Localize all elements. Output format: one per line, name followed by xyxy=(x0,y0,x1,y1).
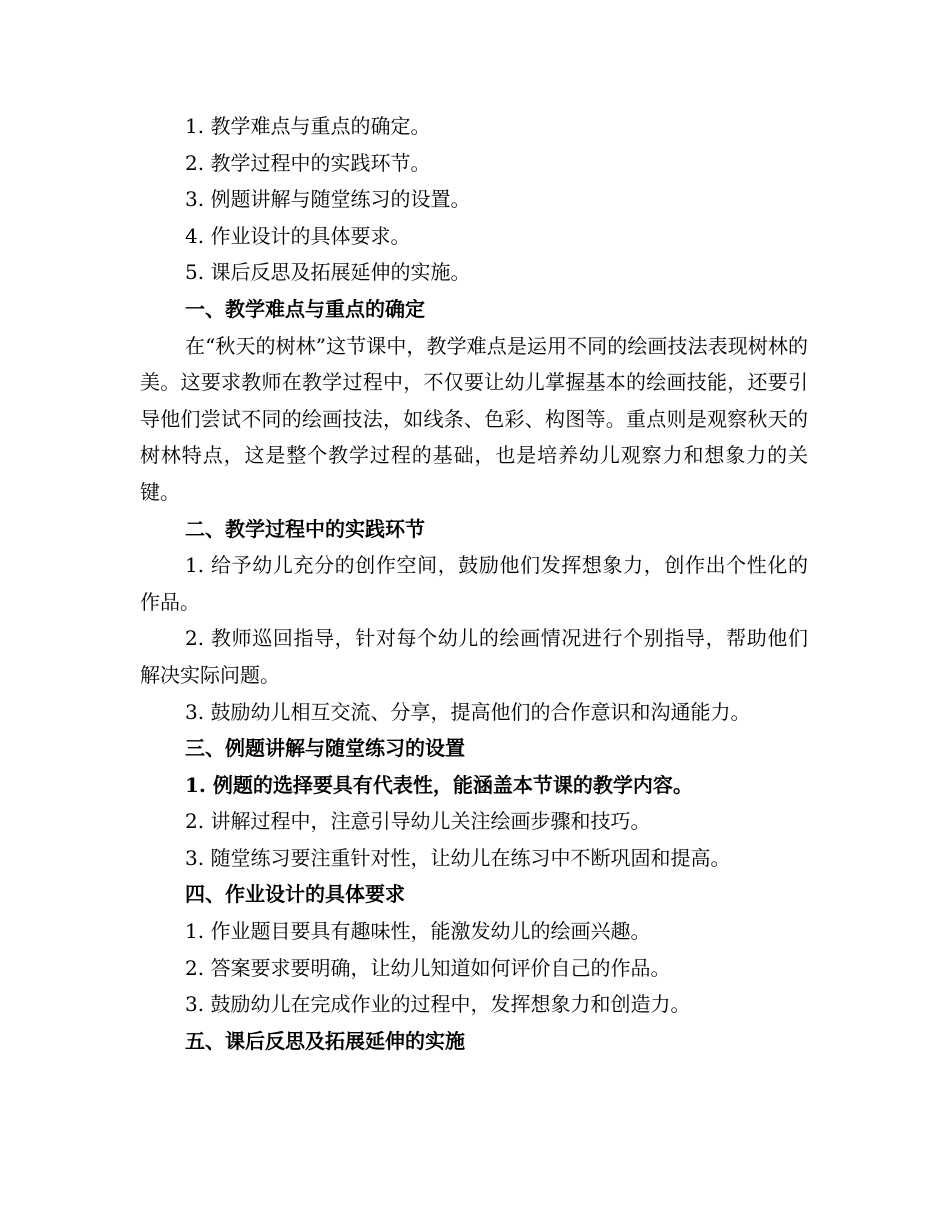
section-2-item-2: 2. 教师巡回指导，针对每个幼儿的绘画情况进行个别指导，帮助他们解决实际问题。 xyxy=(140,626,808,687)
section-2-heading: 二、教学过程中的实践环节 xyxy=(185,516,425,541)
section-3-item-2: 2. 讲解过程中，注意引导幼儿关注绘画步骤和技巧。 xyxy=(185,809,651,834)
section-4-heading: 四、作业设计的具体要求 xyxy=(185,882,405,907)
section-1-paragraph: 在“秋天的树林”这节课中，教学难点是运用不同的绘画技法表现树林的美。这要求教师在教学过程中，不仅要让幼儿掌握基本的绘画技能，还要引导他们尝试不同的绘画技法，如线条、色彩、构图等。重点则是观察秋天的树林特点，这是整个教学过程的基础，也是培养幼儿观察力和想象力的关键。 xyxy=(140,333,808,504)
section-4-item-3: 3. 鼓励幼儿在完成作业的过程中，发挥想象力和创造力。 xyxy=(185,992,691,1017)
document-body xyxy=(140,108,808,1059)
outline-item-2: 2. 教学过程中的实践环节。 xyxy=(185,150,431,175)
section-4-item-1: 1. 作业题目要具有趣味性，能激发幼儿的绘画兴趣。 xyxy=(185,919,651,944)
section-2-item-1: 1. 给予幼儿充分的创作空间，鼓励他们发挥想象力，创作出个性化的作品。 xyxy=(140,553,808,614)
section-4-item-2: 2. 答案要求要明确，让幼儿知道如何评价自己的作品。 xyxy=(185,955,671,980)
outline-item-4: 4. 作业设计的具体要求。 xyxy=(185,223,411,248)
section-2-item-3: 3. 鼓励幼儿相互交流、分享，提高他们的合作意识和沟通能力。 xyxy=(185,699,751,724)
section-1-heading: 一、教学难点与重点的确定 xyxy=(185,296,425,321)
section-5-heading: 五、课后反思及拓展延伸的实施 xyxy=(185,1028,465,1053)
outline-item-3: 3. 例题讲解与随堂练习的设置。 xyxy=(185,187,471,212)
outline-item-5: 5. 课后反思及拓展延伸的实施。 xyxy=(185,260,471,285)
section-3-item-3: 3. 随堂练习要注重针对性，让幼儿在练习中不断巩固和提高。 xyxy=(185,845,731,870)
outline-item-1: 1. 教学难点与重点的确定。 xyxy=(185,114,431,138)
section-3-heading: 三、例题讲解与随堂练习的设置 xyxy=(185,736,465,761)
section-3-item-1: 1. 例题的选择要具有代表性，能涵盖本节课的教学内容。 xyxy=(185,772,693,797)
